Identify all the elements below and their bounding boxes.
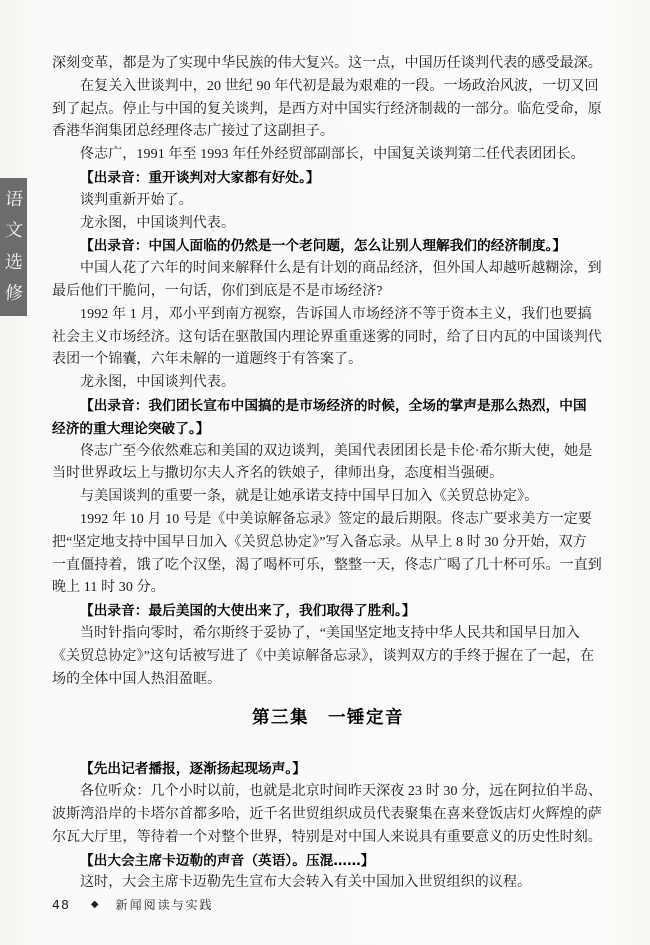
body-text-line: 龙永图，中国谈判代表。 xyxy=(80,375,236,391)
stage-direction-line: 【出录音：我们团长宣布中国搞的是市场经济的时候，全场的掌声是那么热烈，中国 xyxy=(80,397,587,414)
body-text-line: 到了起点。停止与中国的复关谈判，是西方对中国实行经济制裁的一部分。临危受命，原 xyxy=(52,101,602,117)
stage-direction-line: 【先出记者播报，逐渐扬起现场声。】 xyxy=(80,761,306,778)
body-text-line: 各位听众：几个小时以前，也就是北京时间昨天深夜 23 时 30 分，远在阿拉伯半岛、 xyxy=(80,784,603,800)
chapter-heading: 第三集 一锤定音 xyxy=(252,708,404,729)
body-text-line: 一直僵持着，饿了吃个汉堡，渴了喝杯可乐，整整一天，佟志广喝了几十杯可乐。一直到 xyxy=(52,557,602,573)
body-text-after-heading xyxy=(52,758,604,895)
body-text-line: 中国人花了六年的时间来解释什么是有计划的商品经济，但外国人却越听越糊涂，到 xyxy=(80,261,602,277)
edge-tab-char: 修 xyxy=(3,282,24,304)
body-text-line: 场的全体中国人热泪盈眶。 xyxy=(52,671,222,687)
body-text-line: 这时，大会主席卡迈勒先生宣布大会转入有关中国加入世贸组织的议程。 xyxy=(80,875,532,891)
body-text-line: 晚上 11 时 30 分。 xyxy=(52,580,165,596)
body-text-line: 当时针指向零时，希尔斯终于妥协了，“美国坚定地支持中华人民共和国早日加入 xyxy=(80,625,580,641)
stage-direction-line: 【出录音：最后美国的大使出来了，我们取得了胜利。】 xyxy=(80,603,416,620)
body-text-line: 当时世界政坛上与撒切尔夫人齐名的铁娘子，律师出身，态度相当强硬。 xyxy=(52,466,504,482)
book-title: 新闻阅读与实践 xyxy=(115,898,214,912)
body-text-line: 1992 年 10 月 10 号是《中美谅解备忘录》签定的最后期限。佟志广要求美方一定要 xyxy=(80,511,592,527)
page-text-column xyxy=(52,53,604,895)
edge-tab-char: 选 xyxy=(3,251,24,273)
book-edge-tab xyxy=(0,178,27,316)
page-footer xyxy=(52,897,214,913)
body-text-line: 香港华润集团总经理佟志广接过了这副担子。 xyxy=(52,124,334,140)
body-text-line: 与美国谈判的重要一条，就是让她承诺支持中国早日加入《关贸总协定》。 xyxy=(80,489,539,505)
body-text-line: 佟志广，1991 年至 1993 年任外经贸部副部长，中国复关谈判第二任代表团团长。 xyxy=(80,147,585,163)
edge-tab-char: 文 xyxy=(3,220,24,242)
body-text-line: 《关贸总协定》”这句话被写进了《中美谅解备忘录》，谈判双方的手终于握在了一起，在 xyxy=(52,648,595,664)
body-text-line: 把“坚定地支持中国早日加入《关贸总协定》”写入备忘录。从早上 8 时 30 分开始，双方 xyxy=(52,534,587,550)
diamond-icon: ◆ xyxy=(90,899,99,910)
body-text-line: 谈判重新开始了。 xyxy=(80,192,193,208)
body-text-line: 佟志广至今依然难忘和美国的双边谈判，美国代表团团长是卡伦·希尔斯大使，她是 xyxy=(80,443,593,459)
body-text-line: 尔瓦大厅里，等待着一个对整个世界，特别是对中国人来说具有重要意义的历史性时刻。 xyxy=(52,829,602,845)
body-text-line: 深刻变革，都是为了实现中华民族的伟大复兴。这一点，中国历任谈判代表的感受最深。 xyxy=(52,56,602,71)
page-number: 48 xyxy=(52,897,70,912)
body-text-line: 表团一个锦囊，六年未解的一道题终于有答案了。 xyxy=(52,352,363,368)
body-text-line: 社会主义市场经济。这句话在驱散国内理论界重重迷雾的同时，给了日内瓦的中国谈判代 xyxy=(52,329,602,345)
stage-direction-line: 经济的重大理论突破了。】 xyxy=(52,420,210,437)
body-text-line: 在复关入世谈判中，20 世纪 90 年代初是最为艰难的一段。一场政治风波，一切又回 xyxy=(80,78,599,94)
edge-tab-char: 语 xyxy=(3,189,24,211)
body-text-line: 1992 年 1 月，邓小平到南方视察，告诉国人市场经济不等于资本主义，我们也要搞 xyxy=(80,306,592,322)
body-text-before-heading xyxy=(52,53,604,691)
body-text-line: 波斯湾沿岸的卡塔尔首都多哈，近千名世贸组织成员代表聚集在喜来登饭店灯火辉煌的萨 xyxy=(52,806,602,822)
body-text-line: 最后他们干脆问，一句话，你们到底是不是市场经济? xyxy=(52,283,383,299)
stage-direction-line: 【出录音：重开谈判对大家都有好处。】 xyxy=(80,169,320,186)
stage-direction-line: 【出录音：中国人面临的仍然是一个老问题，怎么让别人理解我们的经济制度。】 xyxy=(80,238,567,255)
stage-direction-line: 【出大会主席卡迈勒的声音（英语）。压混……】 xyxy=(80,852,375,869)
body-text-line: 龙永图，中国谈判代表。 xyxy=(80,215,236,231)
